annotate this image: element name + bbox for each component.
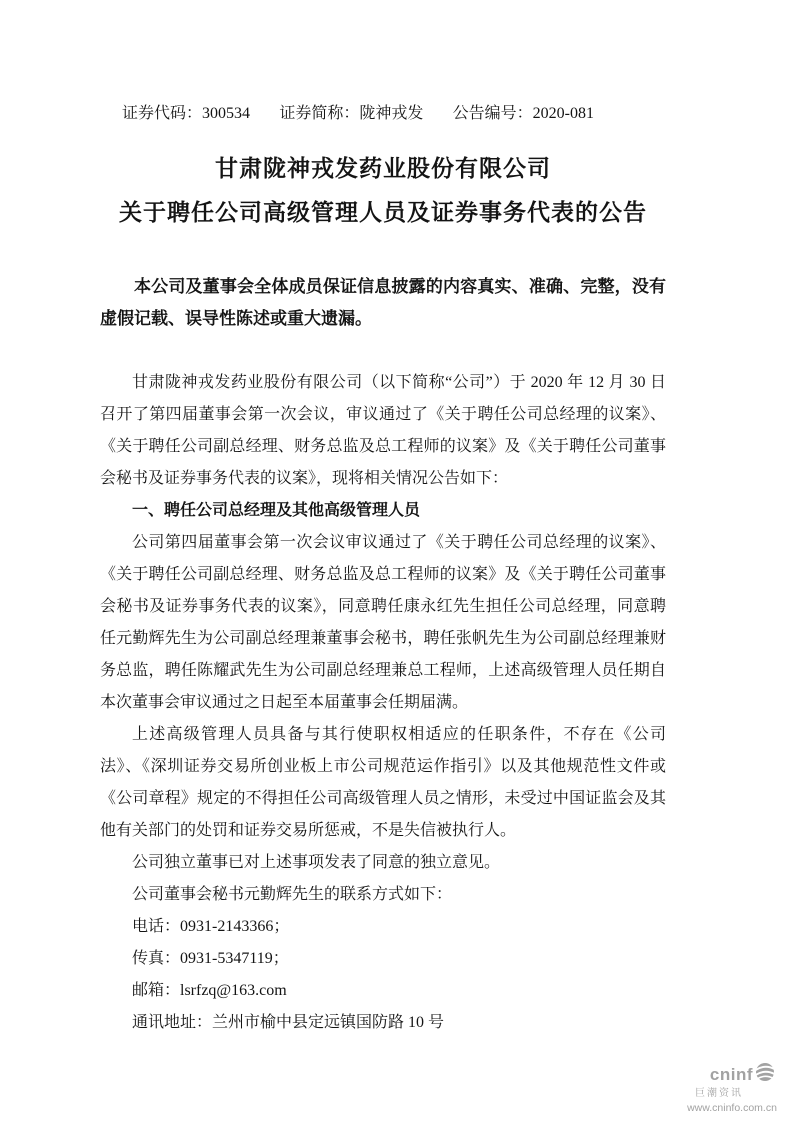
cninfo-logo-url: www.cninfo.com.cn [687, 1101, 777, 1114]
cninfo-logo-text: cninf [709, 1064, 753, 1084]
appointment-paragraph: 公司第四届董事会第一次会议审议通过了《关于聘任公司总经理的议案》、《关于聘任公司副总经理、财务总监及总工程师的议案》及《关于聘任公司董事会秘书及证券事务代表的议案》，同意聘任康永红先生担任公司总经理，同意聘任元勤辉先生为公司副总经理兼董事会秘书，聘任张帆先生为公司副总经理兼财务总监，聘任陈耀武先生为公司副总经理兼总工程师，上述高级管理人员任期自本次董事会审议通过之日起至本届董事会任期届满。 [100, 534, 666, 711]
document-body [100, 367, 666, 1039]
document-header [122, 100, 594, 123]
contact-intro-paragraph: 公司董事会秘书元勤辉先生的联系方式如下： [132, 886, 453, 903]
stock-code: 证券代码：300534 [122, 105, 251, 122]
contact-phone: 电话：0931-2143366； [132, 918, 290, 935]
cninfo-logo-chinese: 巨潮资讯 [695, 1088, 743, 1100]
contact-address: 通讯地址：兰州市榆中县定远镇国防路 10 号 [132, 1014, 445, 1031]
intro-paragraph: 甘肃陇神戎发药业股份有限公司（以下简称“公司”）于 2020 年 12 月 30 日召开了第四届董事会第一次会议，审议通过了《关于聘任公司总经理的议案》、《关于聘任公司副总经理、财务总监及总工程师的议案》及《关于聘任公司董事会秘书及证券事务代表的议案》，现将相关情况公告如下： [100, 374, 666, 487]
contact-email: 邮箱：lsrfzq@163.com [132, 982, 287, 999]
section-1-heading: 一、聘任公司总经理及其他高级管理人员 [132, 502, 421, 519]
announcement-number: 公告编号：2020-081 [452, 105, 594, 122]
title-line-1: 甘肃陇神戎发药业股份有限公司 [215, 156, 551, 181]
qualification-paragraph: 上述高级管理人员具备与其行使职权相适应的任职条件，不存在《公司法》、《深圳证券交易所创业板上市公司规范运作指引》以及其他规范性文件或《公司章程》规定的不得担任公司高级管理人员之情形，未受过中国证监会及其他有关部门的处罚和证券交易所惩戒，不是失信被执行人。 [100, 726, 666, 839]
document-content [100, 0, 666, 1039]
cninfo-logo-top [677, 1062, 787, 1087]
disclaimer-paragraph: 本公司及董事会全体成员保证信息披露的内容真实、准确、完整，没有虚假记载、误导性陈述或重大遗漏。 [100, 277, 666, 328]
title-line-2: 关于聘任公司高级管理人员及证券事务代表的公告 [119, 200, 647, 225]
page-title [100, 147, 666, 235]
contact-fax: 传真：0931-5347119； [132, 950, 289, 967]
stock-abbr: 证券简称：陇神戎发 [279, 105, 424, 122]
independent-director-paragraph: 公司独立董事已对上述事项发表了同意的独立意见。 [132, 854, 501, 871]
cninfo-logo [677, 1062, 787, 1114]
cninfo-swirl-icon [755, 1062, 775, 1087]
